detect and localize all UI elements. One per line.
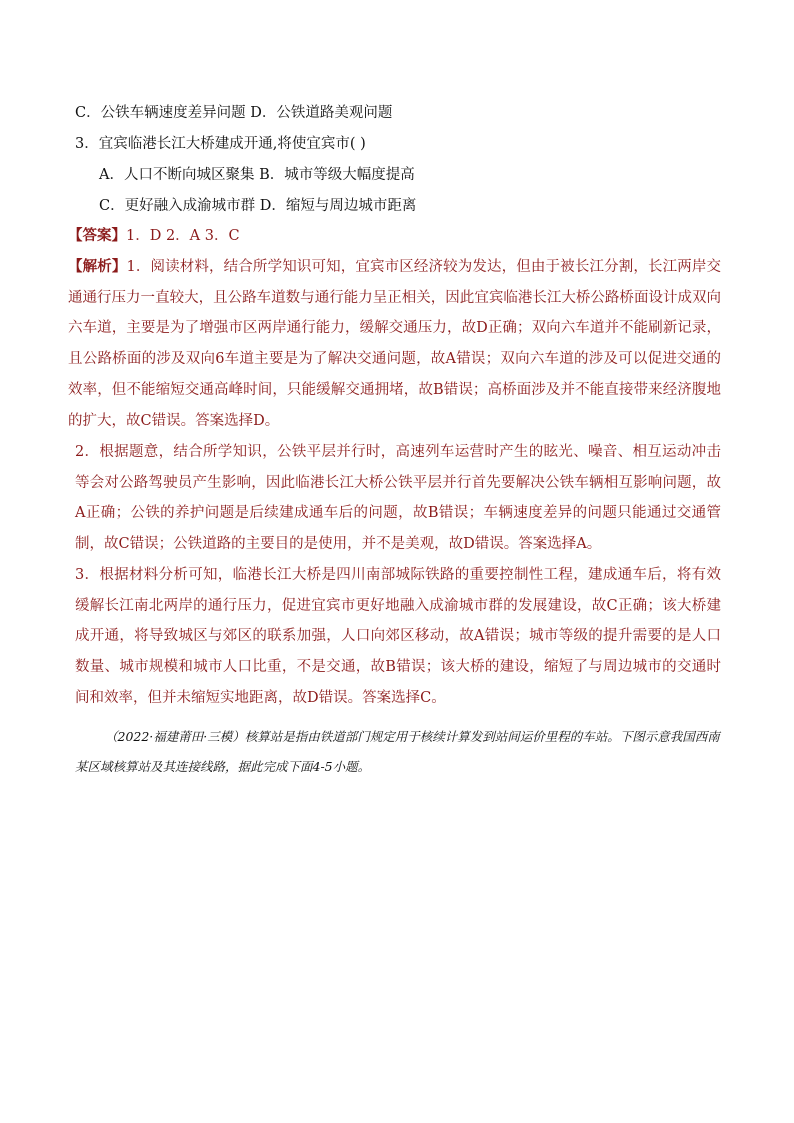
q3-options-cd: C．更好融入成渝城市群 D．缩短与周边城市距离 [99,198,417,214]
answer-text: 1．D 2．A 3．C [126,228,240,244]
q3-stem: 3．宜宾临港长江大桥建成开通,将使宜宾市( ) [75,136,366,152]
q3-options-ab: A．人口不断向城区聚集 B．城市等级大幅度提高 [99,167,415,183]
q2-options-cd: C．公铁车辆速度差异问题 D．公铁道路美观问题 [75,105,393,121]
analysis-paragraph-3: 3．根据材料分析可知，临港长江大桥是四川南部城际铁路的重要控制性工程，建成通车后，将有效缓解长江南北两岸的通行压力，促进宜宾市更好地融入成渝城市群的发展建设，故C正确；该大桥建成开通，将导致城区与郊区的联系加强，人口向郊区移动，故A错误；城市等级的提升需要的是人口数量、城市规模和城市人口比重，不是交通，故B错误；该大桥的建设，缩短了与周边城市的交通时间和效率，但并未缩短实地距离，故D错误。答案选择C。 [75,567,721,706]
next-section-intro: （2022·福建莆田·三模）核算站是指由铁道部门规定用于核续计算发到站间运价里程的车站。下图示意我国西南某区域核算站及其连接线路，据此完成下面4-5小题。 [75,729,720,774]
analysis-label: 【解析】 [68,258,127,275]
analysis-p1-text: 1．阅读材料，结合所学知识可知，宜宾市区经济较为发达，但由于被长江分割，长江两岸交通通行压力一直较大，且公路车道数与通行能力呈正相关，因此宜宾临港长江大桥公路桥面设计成双向六车道，主要是为了增强市区两岸通行能力，缓解交通压力，故D正确；双向六车道并不能刷新记录，且公路桥面的涉及双向6车道主要是为了解决交通问题，故A错误；双向六车道的涉及可以促进交通的效率，但不能缩短交通高峰时间，只能缓解交通拥堵，故B错误；高桥面涉及并不能直接带来经济腹地的扩大，故C错误。答案选择D。 [68,259,721,429]
analysis-paragraph-2: 2．根据题意，结合所学知识，公铁平层并行时，高速列车运营时产生的眩光、噪音、相互运动冲击等会对公路驾驶员产生影响，因此临港长江大桥公铁平层并行首先要解决公铁车辆相互影响问题，故A正确；公铁的养护问题是后续建成通车后的问题，故B错误；车辆速度差异的问题只能通过交通管制，故C错误；公铁道路的主要目的是使用，并不是美观，故D错误。答案选择A。 [75,444,721,553]
answer-label: 【答案】 [68,227,126,244]
answer-line [68,226,240,246]
analysis-paragraph-1 [68,252,721,436]
